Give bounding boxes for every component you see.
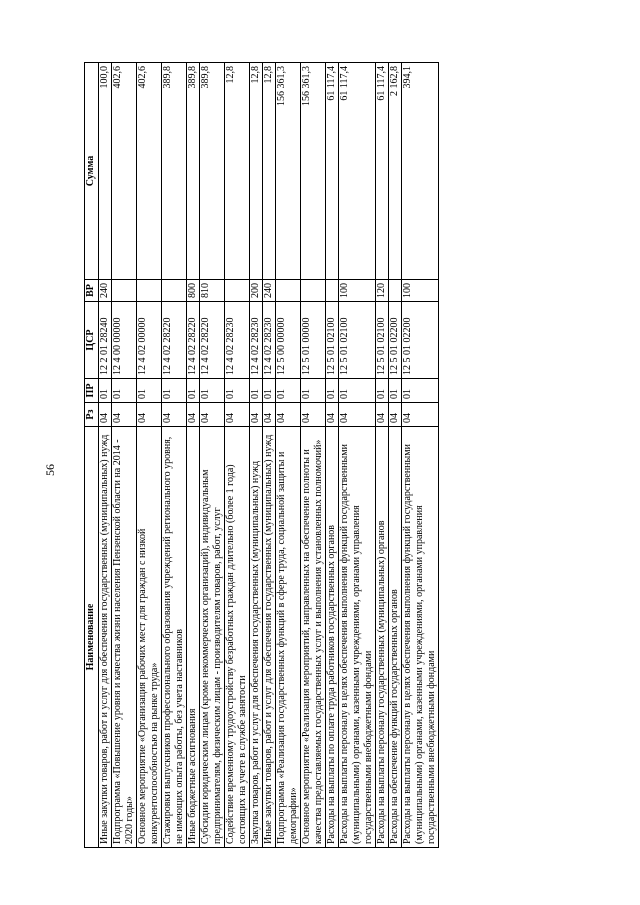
cell-amount: 402,6 <box>112 63 137 280</box>
cell-rz: 04 <box>326 403 339 427</box>
cell-rz: 04 <box>250 403 263 427</box>
cell-amount: 402,6 <box>137 63 162 280</box>
cell-vr: 810 <box>200 280 225 302</box>
cell-amount: 394,1 <box>402 63 439 280</box>
cell-vr <box>225 280 250 302</box>
header-rz: Рз <box>85 403 99 427</box>
cell-pr: 01 <box>402 379 439 403</box>
cell-csr: 12 4 02 28230 <box>250 302 263 379</box>
header-vr: ВР <box>85 280 99 302</box>
cell-vr <box>326 280 339 302</box>
cell-amount: 12,8 <box>263 63 276 280</box>
cell-amount: 100,0 <box>99 63 112 280</box>
cell-pr: 01 <box>99 379 112 403</box>
cell-csr: 12 5 01 02100 <box>376 302 389 379</box>
cell-rz: 04 <box>389 403 402 427</box>
cell-amount: 389,8 <box>200 63 225 280</box>
table-row <box>389 63 402 848</box>
cell-vr: 240 <box>99 280 112 302</box>
cell-csr: 12 4 02 28220 <box>187 302 200 379</box>
cell-name: Стажировки выпускников профессионального образования учреждений регионального уровня, не имеющих опыта работы, без учета наставников <box>162 427 187 848</box>
header-name: Наименование <box>85 427 99 848</box>
cell-rz: 04 <box>339 403 376 427</box>
cell-csr: 12 2 01 28240 <box>99 302 112 379</box>
cell-vr: 120 <box>376 280 389 302</box>
cell-name: Основное мероприятие «Реализация мероприятий, направленных на обеспечение полноты и качества предоставляемых государственных услуг и выполнения установленных полномочий» <box>301 427 326 848</box>
cell-pr: 01 <box>376 379 389 403</box>
cell-pr: 01 <box>137 379 162 403</box>
cell-name: Иные закупки товаров, работ и услуг для обеспечения государственных (муниципальных) нужд <box>263 427 276 848</box>
cell-vr: 100 <box>339 280 376 302</box>
cell-csr: 12 5 01 02200 <box>402 302 439 379</box>
cell-name: Расходы на обеспечение функций государственных органов <box>389 427 402 848</box>
cell-name: Закупка товаров, работ и услуг для обеспечения государственных (муниципальных) нужд <box>250 427 263 848</box>
table-row <box>301 63 326 848</box>
cell-rz: 04 <box>112 403 137 427</box>
header-amount: Сумма <box>85 63 99 280</box>
cell-name: Расходы на выплаты по оплате труда работников государственных органов <box>326 427 339 848</box>
cell-pr: 01 <box>339 379 376 403</box>
table-row <box>137 63 162 848</box>
cell-rz: 04 <box>402 403 439 427</box>
table-row <box>326 63 339 848</box>
cell-rz: 04 <box>137 403 162 427</box>
table-row <box>376 63 389 848</box>
cell-name: Иные бюджетные ассигнования <box>187 427 200 848</box>
cell-pr: 01 <box>250 379 263 403</box>
cell-csr: 12 4 02 28230 <box>225 302 250 379</box>
table-row <box>187 63 200 848</box>
header-pr: ПР <box>85 379 99 403</box>
cell-rz: 04 <box>187 403 200 427</box>
table-row <box>225 63 250 848</box>
table-row <box>112 63 137 848</box>
cell-rz: 04 <box>225 403 250 427</box>
cell-amount: 61 117,4 <box>339 63 376 280</box>
cell-amount: 12,8 <box>225 63 250 280</box>
cell-rz: 04 <box>200 403 225 427</box>
cell-amount: 61 117,4 <box>326 63 339 280</box>
cell-rz: 04 <box>263 403 276 427</box>
cell-amount: 12,8 <box>250 63 263 280</box>
cell-vr <box>162 280 187 302</box>
cell-amount: 2 162,8 <box>389 63 402 280</box>
cell-pr: 01 <box>326 379 339 403</box>
cell-amount: 61 117,4 <box>376 63 389 280</box>
table-row <box>200 63 225 848</box>
cell-name: Расходы на выплаты персоналу государственных (муниципальных) органов <box>376 427 389 848</box>
cell-csr: 12 4 02 28220 <box>162 302 187 379</box>
cell-csr: 12 5 01 02100 <box>326 302 339 379</box>
cell-rz: 04 <box>99 403 112 427</box>
cell-rz: 04 <box>162 403 187 427</box>
table-row <box>99 63 112 848</box>
cell-vr <box>389 280 402 302</box>
cell-pr: 01 <box>112 379 137 403</box>
table-header-row <box>85 63 99 848</box>
cell-pr: 01 <box>200 379 225 403</box>
cell-rz: 04 <box>276 403 301 427</box>
cell-amount: 389,8 <box>187 63 200 280</box>
cell-pr: 01 <box>187 379 200 403</box>
table-row <box>276 63 301 848</box>
cell-amount: 389,8 <box>162 63 187 280</box>
header-csr: ЦСР <box>85 302 99 379</box>
table-body <box>99 63 439 848</box>
page-number: 56 <box>43 464 57 476</box>
cell-csr: 12 4 02 00000 <box>137 302 162 379</box>
cell-csr: 12 4 02 28220 <box>200 302 225 379</box>
budget-table <box>84 62 439 848</box>
table-row <box>162 63 187 848</box>
cell-rz: 04 <box>301 403 326 427</box>
cell-name: Подпрограмма «Повышение уровня и качества жизни населения Пензенской области на 2014 - 2020 годы» <box>112 427 137 848</box>
cell-csr: 12 5 01 00000 <box>301 302 326 379</box>
cell-vr: 800 <box>187 280 200 302</box>
cell-vr: 240 <box>263 280 276 302</box>
cell-name: Расходы на выплаты персоналу в целях обеспечения выполнения функций государственными (муниципальными) органами, казенными учреждениями, органами управления государственными внебюджетными фондами <box>402 427 439 848</box>
rotated-table-container <box>84 63 584 848</box>
cell-csr: 12 5 01 02200 <box>389 302 402 379</box>
table-row <box>263 63 276 848</box>
cell-vr <box>137 280 162 302</box>
cell-name: Субсидии юридическим лицам (кроме некоммерческих организаций), индивидуальным предпринимателям, физическим лицам - производителям товаров, работ, услуг <box>200 427 225 848</box>
cell-pr: 01 <box>162 379 187 403</box>
table-row <box>339 63 376 848</box>
cell-name: Основное мероприятие «Организация рабочих мест для граждан с низкой конкурентоспособностью на рынке труда» <box>137 427 162 848</box>
cell-pr: 01 <box>225 379 250 403</box>
cell-amount: 156 361,3 <box>301 63 326 280</box>
cell-name: Иные закупки товаров, работ и услуг для обеспечения государственных (муниципальных) нужд <box>99 427 112 848</box>
cell-csr: 12 4 00 00000 <box>112 302 137 379</box>
cell-vr <box>301 280 326 302</box>
cell-vr: 100 <box>402 280 439 302</box>
cell-pr: 01 <box>301 379 326 403</box>
cell-pr: 01 <box>276 379 301 403</box>
cell-rz: 04 <box>376 403 389 427</box>
table-row <box>250 63 263 848</box>
cell-name: Расходы на выплаты персоналу в целях обеспечения выполнения функций государственными (муниципальными) органами, казенными учреждениями, органами управления государственными внебюджетными фондами <box>339 427 376 848</box>
cell-vr <box>276 280 301 302</box>
cell-amount: 156 361,3 <box>276 63 301 280</box>
cell-vr <box>112 280 137 302</box>
cell-csr: 12 4 02 28230 <box>263 302 276 379</box>
cell-vr: 200 <box>250 280 263 302</box>
cell-pr: 01 <box>263 379 276 403</box>
cell-csr: 12 5 01 02100 <box>339 302 376 379</box>
cell-csr: 12 5 00 00000 <box>276 302 301 379</box>
cell-pr: 01 <box>389 379 402 403</box>
cell-name: Содействие временному трудоустройству безработных граждан длительно (более 1 года) состоящих на учете в службе занятости <box>225 427 250 848</box>
cell-name: Подпрограмма «Реализация государственных функций в сфере труда, социальной защиты и демографии» <box>276 427 301 848</box>
table-row <box>402 63 439 848</box>
